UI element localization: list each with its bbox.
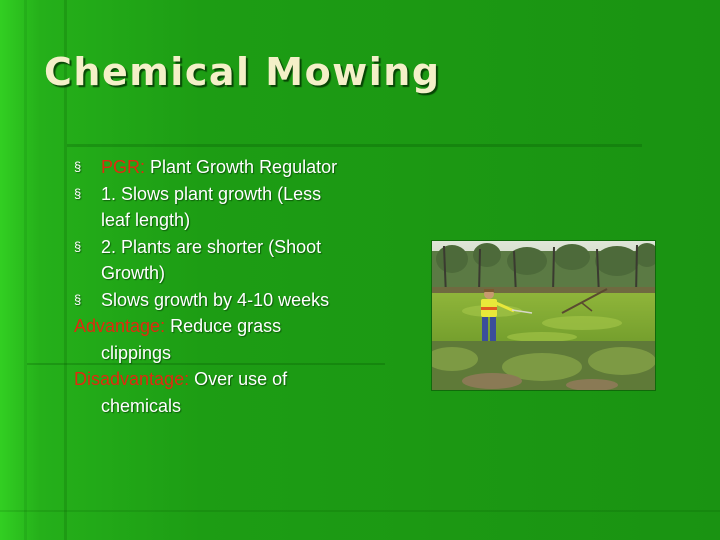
decor-stripe [24, 0, 27, 540]
disadvantage-text-cont: chemicals [101, 395, 182, 416]
decor-line [0, 510, 720, 512]
advantage-item [74, 313, 384, 366]
slide-body [74, 154, 384, 419]
bullet-text: 2. Plants are shorter (Shoot [101, 236, 322, 257]
bullet-item [74, 234, 384, 287]
bullet-text-cont: Growth) [101, 263, 166, 283]
pond-photo [431, 240, 656, 391]
pgr-label: PGR: [101, 157, 146, 177]
advantage-text-cont: clippings [101, 342, 172, 363]
advantage-text: Reduce grass [165, 316, 282, 336]
bullet-item [74, 181, 384, 234]
disadvantage-label: Disadvantage: [74, 369, 190, 389]
bullet-icon: § [74, 159, 82, 174]
slide-title: Chemical Mowing [44, 50, 441, 94]
bullet-text-cont: leaf length) [101, 210, 191, 230]
decor-line [67, 144, 642, 147]
bullet-item [74, 154, 384, 181]
bullet-text: Slows growth by 4-10 weeks [101, 289, 330, 310]
advantage-label: Advantage: [74, 316, 166, 336]
bullet-text: Plant Growth Regulator [145, 157, 338, 177]
disadvantage-item [74, 366, 384, 419]
bullet-icon: § [74, 185, 82, 201]
disadvantage-text: Over use of [189, 369, 288, 389]
bullet-icon: § [74, 291, 82, 307]
bullet-text: 1. Slows plant growth (Less [101, 183, 322, 204]
bullet-item [74, 287, 384, 314]
bullet-icon: § [74, 238, 82, 254]
